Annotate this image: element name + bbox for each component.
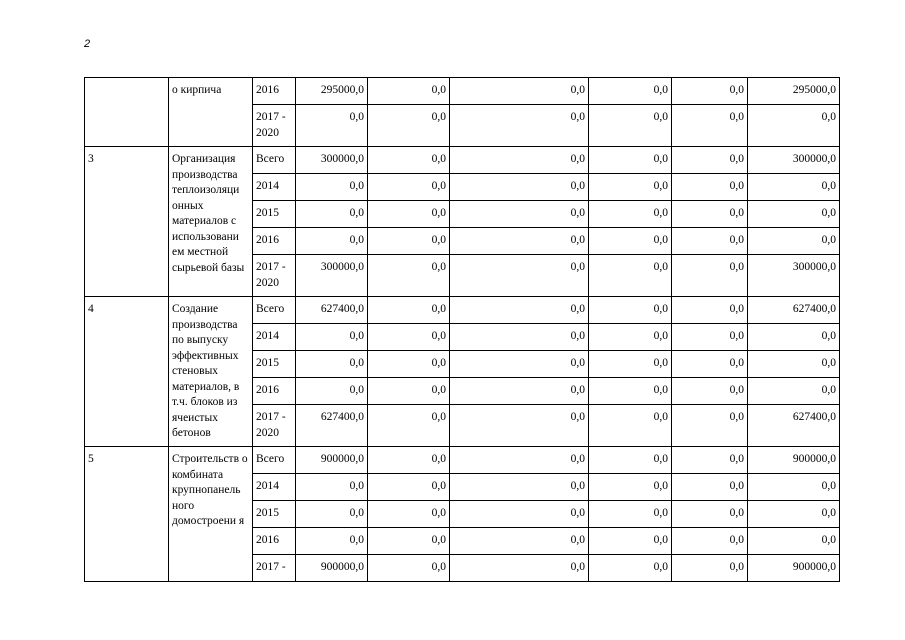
year-cell: Всего [253, 297, 296, 324]
amount-cell-3: 0,0 [450, 378, 589, 405]
amount-cell-5: 0,0 [672, 78, 748, 105]
amount-cell-5: 0,0 [672, 447, 748, 474]
amount-cell-2: 0,0 [368, 405, 450, 447]
amount-cell-1: 300000,0 [296, 147, 368, 174]
amount-cell-4: 0,0 [589, 555, 672, 582]
amount-cell-3: 0,0 [450, 528, 589, 555]
amount-cell-1: 300000,0 [296, 255, 368, 297]
year-cell: Всего [253, 447, 296, 474]
amount-cell-5: 0,0 [672, 405, 748, 447]
amount-cell-3: 0,0 [450, 297, 589, 324]
row-number-cell: 3 [85, 147, 169, 297]
amount-cell-1: 0,0 [296, 201, 368, 228]
amount-cell-1: 0,0 [296, 351, 368, 378]
year-cell: 2016 [253, 378, 296, 405]
amount-cell-4: 0,0 [589, 255, 672, 297]
amount-cell-6: 900000,0 [748, 555, 840, 582]
year-cell: 2016 [253, 78, 296, 105]
activity-name-cell: Организация производства теплоизоляци онных материалов с использовани ем местной сырьевой базы [169, 147, 253, 297]
table-row [85, 447, 840, 474]
year-cell: 2014 [253, 174, 296, 201]
amount-cell-4: 0,0 [589, 78, 672, 105]
activity-name-cell: о кирпича [169, 78, 253, 147]
table-row [85, 147, 840, 174]
row-number-cell [85, 78, 169, 147]
amount-cell-5: 0,0 [672, 174, 748, 201]
amount-cell-6: 0,0 [748, 105, 840, 147]
page-number: 2 [84, 38, 91, 50]
amount-cell-3: 0,0 [450, 324, 589, 351]
amount-cell-5: 0,0 [672, 351, 748, 378]
amount-cell-3: 0,0 [450, 474, 589, 501]
row-number-cell: 5 [85, 447, 169, 582]
amount-cell-6: 300000,0 [748, 147, 840, 174]
amount-cell-3: 0,0 [450, 78, 589, 105]
amount-cell-4: 0,0 [589, 297, 672, 324]
amount-cell-6: 0,0 [748, 474, 840, 501]
amount-cell-5: 0,0 [672, 297, 748, 324]
amount-cell-6: 900000,0 [748, 447, 840, 474]
amount-cell-4: 0,0 [589, 201, 672, 228]
amount-cell-3: 0,0 [450, 351, 589, 378]
amount-cell-1: 0,0 [296, 378, 368, 405]
amount-cell-6: 295000,0 [748, 78, 840, 105]
amount-cell-6: 0,0 [748, 501, 840, 528]
amount-cell-4: 0,0 [589, 351, 672, 378]
amount-cell-1: 627400,0 [296, 405, 368, 447]
amount-cell-3: 0,0 [450, 255, 589, 297]
amount-cell-3: 0,0 [450, 447, 589, 474]
amount-cell-4: 0,0 [589, 447, 672, 474]
amount-cell-5: 0,0 [672, 105, 748, 147]
amount-cell-2: 0,0 [368, 255, 450, 297]
year-cell: 2015 [253, 201, 296, 228]
amount-cell-2: 0,0 [368, 501, 450, 528]
amount-cell-1: 0,0 [296, 324, 368, 351]
amount-cell-1: 0,0 [296, 105, 368, 147]
amount-cell-4: 0,0 [589, 405, 672, 447]
amount-cell-4: 0,0 [589, 474, 672, 501]
amount-cell-4: 0,0 [589, 501, 672, 528]
amount-cell-6: 0,0 [748, 228, 840, 255]
amount-cell-4: 0,0 [589, 105, 672, 147]
year-cell: 2017 - 2020 [253, 255, 296, 297]
amount-cell-2: 0,0 [368, 324, 450, 351]
amount-cell-2: 0,0 [368, 378, 450, 405]
amount-cell-4: 0,0 [589, 174, 672, 201]
amount-cell-5: 0,0 [672, 474, 748, 501]
amount-cell-5: 0,0 [672, 201, 748, 228]
year-cell: 2016 [253, 528, 296, 555]
amount-cell-6: 627400,0 [748, 405, 840, 447]
amount-cell-2: 0,0 [368, 147, 450, 174]
amount-cell-2: 0,0 [368, 297, 450, 324]
amount-cell-1: 0,0 [296, 474, 368, 501]
amount-cell-2: 0,0 [368, 447, 450, 474]
amount-cell-4: 0,0 [589, 324, 672, 351]
amount-cell-4: 0,0 [589, 228, 672, 255]
row-number-cell: 4 [85, 297, 169, 447]
amount-cell-6: 300000,0 [748, 255, 840, 297]
amount-cell-2: 0,0 [368, 351, 450, 378]
year-cell: 2017 - 2020 [253, 405, 296, 447]
amount-cell-5: 0,0 [672, 501, 748, 528]
amount-cell-4: 0,0 [589, 378, 672, 405]
amount-cell-1: 900000,0 [296, 555, 368, 582]
amount-cell-3: 0,0 [450, 105, 589, 147]
amount-cell-2: 0,0 [368, 201, 450, 228]
amount-cell-4: 0,0 [589, 147, 672, 174]
amount-cell-6: 0,0 [748, 201, 840, 228]
amount-cell-1: 0,0 [296, 174, 368, 201]
table-row [85, 78, 840, 105]
year-cell: Всего [253, 147, 296, 174]
year-cell: 2015 [253, 351, 296, 378]
amount-cell-5: 0,0 [672, 228, 748, 255]
amount-cell-6: 0,0 [748, 528, 840, 555]
amount-cell-5: 0,0 [672, 378, 748, 405]
amount-cell-1: 0,0 [296, 528, 368, 555]
amount-cell-3: 0,0 [450, 201, 589, 228]
year-cell: 2017 - 2020 [253, 105, 296, 147]
year-cell: 2016 [253, 228, 296, 255]
amount-cell-2: 0,0 [368, 528, 450, 555]
year-cell: 2014 [253, 474, 296, 501]
amount-cell-2: 0,0 [368, 105, 450, 147]
amount-cell-1: 0,0 [296, 228, 368, 255]
amount-cell-2: 0,0 [368, 555, 450, 582]
amount-cell-2: 0,0 [368, 474, 450, 501]
amount-cell-6: 0,0 [748, 351, 840, 378]
amount-cell-2: 0,0 [368, 228, 450, 255]
amount-cell-5: 0,0 [672, 147, 748, 174]
budget-table [84, 77, 840, 582]
amount-cell-5: 0,0 [672, 528, 748, 555]
amount-cell-3: 0,0 [450, 555, 589, 582]
amount-cell-3: 0,0 [450, 147, 589, 174]
amount-cell-5: 0,0 [672, 555, 748, 582]
year-cell: 2015 [253, 501, 296, 528]
table-row [85, 297, 840, 324]
amount-cell-4: 0,0 [589, 528, 672, 555]
amount-cell-1: 295000,0 [296, 78, 368, 105]
amount-cell-1: 627400,0 [296, 297, 368, 324]
year-cell: 2017 - [253, 555, 296, 582]
amount-cell-3: 0,0 [450, 405, 589, 447]
activity-name-cell: Строительств о комбината крупнопанель ного домостроени я [169, 447, 253, 582]
amount-cell-3: 0,0 [450, 228, 589, 255]
amount-cell-6: 0,0 [748, 174, 840, 201]
year-cell: 2014 [253, 324, 296, 351]
amount-cell-2: 0,0 [368, 78, 450, 105]
amount-cell-1: 0,0 [296, 501, 368, 528]
amount-cell-6: 0,0 [748, 378, 840, 405]
amount-cell-3: 0,0 [450, 501, 589, 528]
amount-cell-6: 0,0 [748, 324, 840, 351]
amount-cell-2: 0,0 [368, 174, 450, 201]
amount-cell-5: 0,0 [672, 255, 748, 297]
amount-cell-1: 900000,0 [296, 447, 368, 474]
activity-name-cell: Создание производства по выпуску эффективных стеновых материалов, в т.ч. блоков из ячеистых бетонов [169, 297, 253, 447]
amount-cell-5: 0,0 [672, 324, 748, 351]
amount-cell-3: 0,0 [450, 174, 589, 201]
amount-cell-6: 627400,0 [748, 297, 840, 324]
